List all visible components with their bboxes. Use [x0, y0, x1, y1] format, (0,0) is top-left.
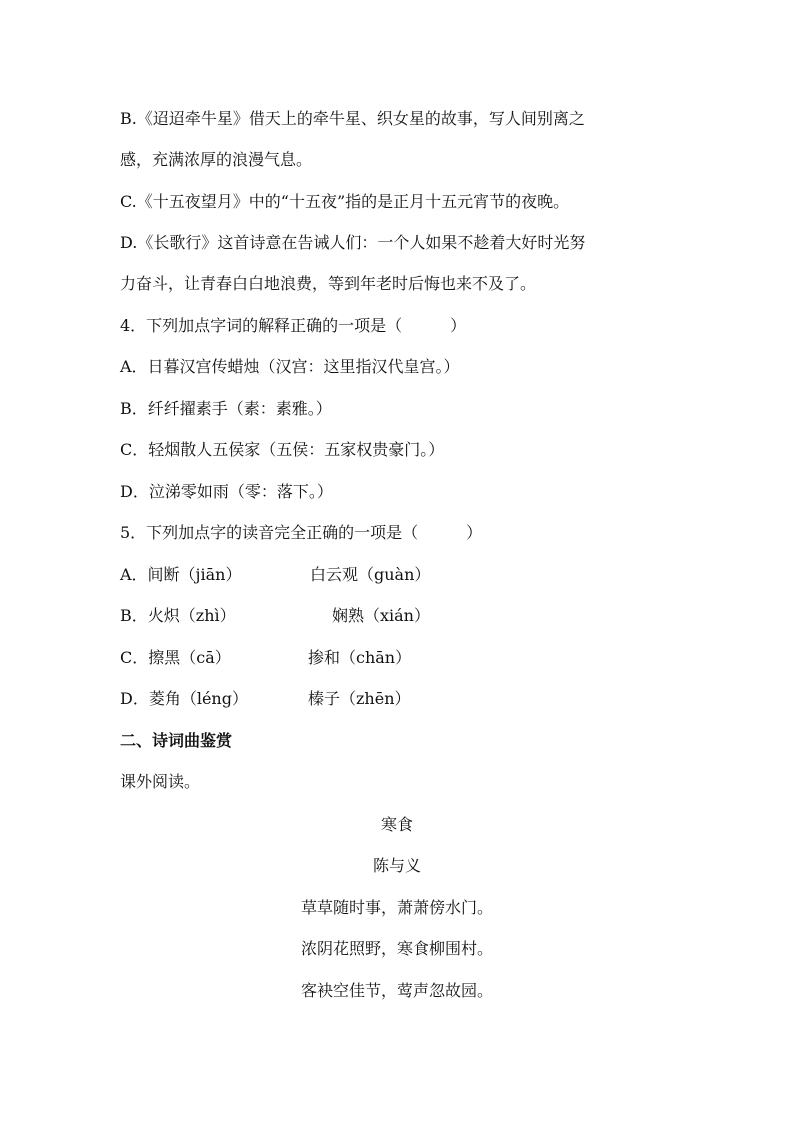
- q5-option-b: [120, 605, 680, 627]
- q4-option-c: C．轻烟散人五侯家（五侯：五家权贵豪门。）: [120, 440, 445, 459]
- q5-option-c-word1: C．擦黑（cā）: [120, 648, 231, 667]
- poem-line: 草草随时事，萧萧傍水门。: [300, 898, 493, 917]
- poem-title: 寒食: [380, 815, 413, 834]
- q3-option-b-line1: B.《迢迢牵牛星》借天上的牵牛星、织女星的故事，写人间别离之: [120, 109, 585, 128]
- q3-option-d-line1: D.《长歌行》这首诗意在告诫人们：一个人如果不趁着大好时光努: [120, 233, 586, 252]
- q5-option-d-word1: D．菱角（léng）: [120, 689, 248, 708]
- q5-option-c-word2: 掺和（chān）: [308, 648, 412, 667]
- q5-stem: 5．下列加点字的读音完全正确的一项是（ ）: [120, 523, 483, 542]
- poem-author: 陈与义: [372, 856, 421, 875]
- poem-line: 浓阴花照野，寒食柳围村。: [300, 939, 493, 958]
- q5-option-d: [120, 688, 680, 710]
- q5-option-a-word2: 白云观（guàn）: [310, 565, 431, 584]
- q4-stem: 4．下列加点字词的解释正确的一项是（ ）: [120, 316, 467, 335]
- q5-option-a: [120, 564, 680, 586]
- q3-option-d-line2: 力奋斗，让青春白白地浪费，等到年老时后悔也来不及了。: [120, 274, 537, 293]
- q5-option-c: [120, 647, 680, 669]
- q4-option-d: D．泣涕零如雨（零：落下。）: [120, 482, 333, 501]
- q4-option-b: B．纤纤擢素手（素：素雅。）: [120, 399, 332, 418]
- q5-option-b-word1: B．火炽（zhì）: [120, 606, 236, 625]
- section-heading: 二、诗词曲鉴赏: [120, 731, 233, 750]
- q4-option-a: A．日暮汉宫传蜡烛（汉宫：这里指汉代皇宫。）: [120, 357, 460, 376]
- q5-option-a-word1: A．间断（jiān）: [120, 565, 242, 584]
- q5-option-b-word2: 娴熟（xián）: [332, 606, 430, 625]
- q3-option-b-line2: 感，充满浓厚的浪漫气息。: [120, 150, 313, 169]
- poem-line: 客袂空佳节，莺声忽故园。: [300, 981, 493, 1000]
- q3-option-c: C.《十五夜望月》中的“十五夜”指的是正月十五元宵节的夜晚。: [120, 192, 570, 211]
- q5-option-d-word2: 榛子（zhēn）: [308, 689, 411, 708]
- section-intro: 课外阅读。: [120, 772, 201, 791]
